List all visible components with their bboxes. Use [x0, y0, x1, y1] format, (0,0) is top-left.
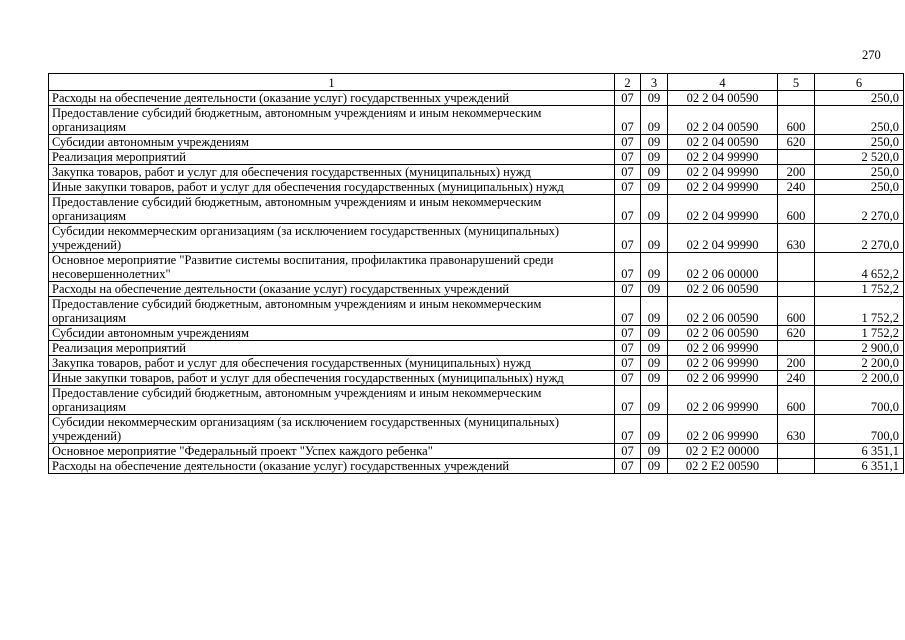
table-header-row	[49, 74, 904, 91]
row-section-cell: 07	[615, 224, 641, 253]
table-row	[49, 326, 904, 341]
row-expense-type-cell	[778, 253, 815, 282]
row-name-cell: Основное мероприятие "Развитие системы воспитания, профилактика правонарушений среди несовершеннолетних"	[49, 253, 615, 282]
row-section-cell: 07	[615, 91, 641, 106]
row-target-code-cell: 02 2 06 00590	[668, 326, 778, 341]
table-row	[49, 341, 904, 356]
row-subsection-cell: 09	[641, 415, 668, 444]
row-subsection-cell: 09	[641, 356, 668, 371]
row-section-cell: 07	[615, 326, 641, 341]
row-section-cell: 07	[615, 371, 641, 386]
row-target-code-cell: 02 2 04 99990	[668, 150, 778, 165]
row-sum-cell: 250,0	[815, 165, 904, 180]
row-name-cell: Предоставление субсидий бюджетным, автономным учреждениям и иным некоммерческим организациям	[49, 106, 615, 135]
row-target-code-cell: 02 2 06 99990	[668, 386, 778, 415]
table-row	[49, 224, 904, 253]
row-subsection-cell: 09	[641, 150, 668, 165]
row-sum-cell: 700,0	[815, 386, 904, 415]
row-subsection-cell: 09	[641, 371, 668, 386]
row-subsection-cell: 09	[641, 91, 668, 106]
row-target-code-cell: 02 2 06 99990	[668, 371, 778, 386]
row-expense-type-cell: 600	[778, 106, 815, 135]
row-target-code-cell: 02 2 04 99990	[668, 224, 778, 253]
row-sum-cell: 700,0	[815, 415, 904, 444]
table-row	[49, 180, 904, 195]
row-section-cell: 07	[615, 386, 641, 415]
row-subsection-cell: 09	[641, 165, 668, 180]
row-sum-cell: 250,0	[815, 180, 904, 195]
row-target-code-cell: 02 2 04 99990	[668, 195, 778, 224]
row-name-cell: Субсидии некоммерческим организациям (за исключением государственных (муниципальных) учреждений)	[49, 415, 615, 444]
row-sum-cell: 2 270,0	[815, 195, 904, 224]
row-target-code-cell: 02 2 04 99990	[668, 180, 778, 195]
row-subsection-cell: 09	[641, 180, 668, 195]
row-sum-cell: 2 200,0	[815, 356, 904, 371]
row-expense-type-cell: 240	[778, 180, 815, 195]
row-sum-cell: 2 270,0	[815, 224, 904, 253]
header-col-3: 3	[641, 74, 668, 91]
table-row	[49, 444, 904, 459]
row-subsection-cell: 09	[641, 326, 668, 341]
row-section-cell: 07	[615, 253, 641, 282]
table-row	[49, 459, 904, 474]
row-target-code-cell: 02 2 04 00590	[668, 106, 778, 135]
row-section-cell: 07	[615, 282, 641, 297]
row-name-cell: Иные закупки товаров, работ и услуг для обеспечения государственных (муниципальных) нужд	[49, 180, 615, 195]
row-target-code-cell: 02 2 04 99990	[668, 165, 778, 180]
page-number: 270	[862, 48, 881, 62]
table-row	[49, 150, 904, 165]
row-target-code-cell: 02 2 06 00590	[668, 297, 778, 326]
table-row	[49, 165, 904, 180]
row-subsection-cell: 09	[641, 195, 668, 224]
row-section-cell: 07	[615, 165, 641, 180]
table-row	[49, 297, 904, 326]
row-name-cell: Предоставление субсидий бюджетным, автономным учреждениям и иным некоммерческим организациям	[49, 195, 615, 224]
row-expense-type-cell	[778, 282, 815, 297]
row-subsection-cell: 09	[641, 224, 668, 253]
row-section-cell: 07	[615, 195, 641, 224]
row-section-cell: 07	[615, 356, 641, 371]
row-expense-type-cell	[778, 150, 815, 165]
table-row	[49, 386, 904, 415]
row-expense-type-cell: 200	[778, 165, 815, 180]
row-expense-type-cell: 600	[778, 297, 815, 326]
table-row	[49, 371, 904, 386]
row-name-cell: Реализация мероприятий	[49, 150, 615, 165]
row-sum-cell: 2 200,0	[815, 371, 904, 386]
row-expense-type-cell: 600	[778, 195, 815, 224]
row-target-code-cell: 02 2 04 00590	[668, 135, 778, 150]
row-expense-type-cell: 630	[778, 224, 815, 253]
row-subsection-cell: 09	[641, 106, 668, 135]
row-section-cell: 07	[615, 106, 641, 135]
row-section-cell: 07	[615, 415, 641, 444]
table-row	[49, 91, 904, 106]
row-sum-cell: 2 900,0	[815, 341, 904, 356]
row-name-cell: Иные закупки товаров, работ и услуг для обеспечения государственных (муниципальных) нужд	[49, 371, 615, 386]
table-row	[49, 106, 904, 135]
row-sum-cell: 6 351,1	[815, 459, 904, 474]
row-expense-type-cell: 620	[778, 326, 815, 341]
row-subsection-cell: 09	[641, 297, 668, 326]
row-name-cell: Основное мероприятие "Федеральный проект "Успех каждого ребенка"	[49, 444, 615, 459]
row-expense-type-cell: 200	[778, 356, 815, 371]
row-name-cell: Расходы на обеспечение деятельности (оказание услуг) государственных учреждений	[49, 282, 615, 297]
row-expense-type-cell	[778, 341, 815, 356]
header-col-5: 5	[778, 74, 815, 91]
row-name-cell: Субсидии некоммерческим организациям (за исключением государственных (муниципальных) учреждений)	[49, 224, 615, 253]
row-name-cell: Предоставление субсидий бюджетным, автономным учреждениям и иным некоммерческим организациям	[49, 297, 615, 326]
row-expense-type-cell	[778, 459, 815, 474]
header-col-6: 6	[815, 74, 904, 91]
row-name-cell: Закупка товаров, работ и услуг для обеспечения государственных (муниципальных) нужд	[49, 165, 615, 180]
row-expense-type-cell: 630	[778, 415, 815, 444]
table-row	[49, 195, 904, 224]
row-sum-cell: 250,0	[815, 106, 904, 135]
row-sum-cell: 6 351,1	[815, 444, 904, 459]
header-col-2: 2	[615, 74, 641, 91]
table-row	[49, 356, 904, 371]
row-target-code-cell: 02 2 E2 00000	[668, 444, 778, 459]
row-name-cell: Субсидии автономным учреждениям	[49, 135, 615, 150]
header-col-4: 4	[668, 74, 778, 91]
row-section-cell: 07	[615, 341, 641, 356]
row-sum-cell: 250,0	[815, 91, 904, 106]
table-row	[49, 415, 904, 444]
row-section-cell: 07	[615, 135, 641, 150]
row-sum-cell: 1 752,2	[815, 282, 904, 297]
row-expense-type-cell: 240	[778, 371, 815, 386]
table-body	[49, 91, 904, 474]
row-name-cell: Реализация мероприятий	[49, 341, 615, 356]
budget-table	[48, 73, 904, 474]
row-name-cell: Расходы на обеспечение деятельности (оказание услуг) государственных учреждений	[49, 459, 615, 474]
row-subsection-cell: 09	[641, 341, 668, 356]
row-expense-type-cell: 600	[778, 386, 815, 415]
row-target-code-cell: 02 2 06 99990	[668, 356, 778, 371]
row-target-code-cell: 02 2 06 00000	[668, 253, 778, 282]
row-section-cell: 07	[615, 459, 641, 474]
row-target-code-cell: 02 2 04 00590	[668, 91, 778, 106]
row-subsection-cell: 09	[641, 459, 668, 474]
row-section-cell: 07	[615, 180, 641, 195]
row-subsection-cell: 09	[641, 386, 668, 415]
table-row	[49, 135, 904, 150]
row-target-code-cell: 02 2 06 99990	[668, 341, 778, 356]
row-name-cell: Закупка товаров, работ и услуг для обеспечения государственных (муниципальных) нужд	[49, 356, 615, 371]
table-row	[49, 282, 904, 297]
row-target-code-cell: 02 2 E2 00590	[668, 459, 778, 474]
row-sum-cell: 1 752,2	[815, 297, 904, 326]
row-section-cell: 07	[615, 150, 641, 165]
row-subsection-cell: 09	[641, 444, 668, 459]
table-row	[49, 253, 904, 282]
row-sum-cell: 2 520,0	[815, 150, 904, 165]
row-section-cell: 07	[615, 297, 641, 326]
row-sum-cell: 250,0	[815, 135, 904, 150]
row-target-code-cell: 02 2 06 00590	[668, 282, 778, 297]
row-name-cell: Субсидии автономным учреждениям	[49, 326, 615, 341]
row-expense-type-cell: 620	[778, 135, 815, 150]
row-subsection-cell: 09	[641, 253, 668, 282]
row-sum-cell: 4 652,2	[815, 253, 904, 282]
header-col-1: 1	[49, 74, 615, 91]
row-target-code-cell: 02 2 06 99990	[668, 415, 778, 444]
row-expense-type-cell	[778, 91, 815, 106]
row-subsection-cell: 09	[641, 282, 668, 297]
row-name-cell: Расходы на обеспечение деятельности (оказание услуг) государственных учреждений	[49, 91, 615, 106]
row-section-cell: 07	[615, 444, 641, 459]
row-expense-type-cell	[778, 444, 815, 459]
row-name-cell: Предоставление субсидий бюджетным, автономным учреждениям и иным некоммерческим организациям	[49, 386, 615, 415]
row-sum-cell: 1 752,2	[815, 326, 904, 341]
row-subsection-cell: 09	[641, 135, 668, 150]
